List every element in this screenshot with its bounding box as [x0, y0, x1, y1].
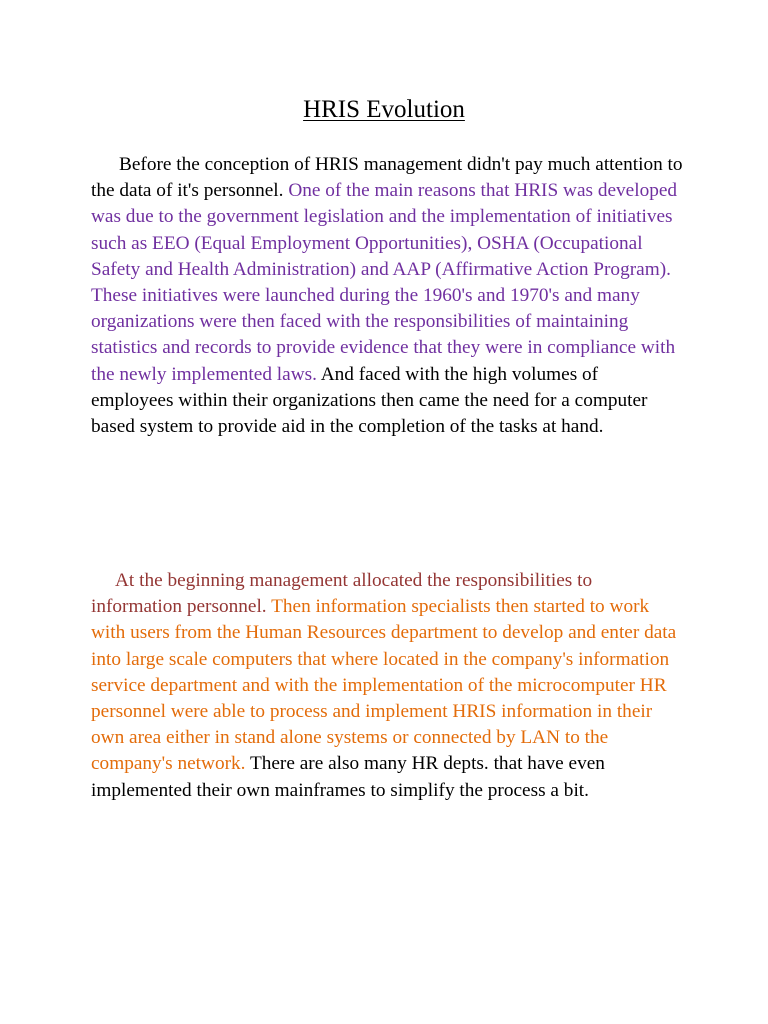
paragraph-1-purple-text: One of the main reasons that HRIS was developed was due to the government legislation and the implementation of initiatives such as EEO (Equal Employment Opportunities), OSHA (Occupational Safety and Health Administration) and AAP (Affirmative Action Program). These initiatives were launched during the 1960's and 1970's and many organizations were then faced with the responsibilities of maintaining statistics and records to provide evidence that they were in compliance with the newly implemented laws. — [91, 180, 678, 385]
document-title: HRIS Evolution — [303, 96, 465, 123]
paragraph-2 — [91, 568, 685, 804]
paragraph-1-black-text: Before the conception of HRIS management didn't pay much attention to the data of it's personnel. — [91, 154, 683, 202]
paragraph-2-dark-red-text: At the beginning management allocated the responsibilities to information personnel. — [91, 570, 593, 618]
paragraph-1-closing-text: And faced with the high volumes of employees within their organizations then came the need for a computer based system to provide aid in the completion of the tasks at hand. — [91, 363, 648, 438]
paragraph-2-closing-text: There are also many HR depts. that have even implemented their own mainframes to simplify the process a bit. — [91, 753, 605, 801]
paragraph-1 — [91, 152, 685, 440]
paragraph-2-orange-text: Then information specialists then started to work with users from the Human Resources department to develop and enter data into large scale computers that where located in the company's information service department and with the implementation of the microcomputer HR personnel were able to process and implement HRIS information in their own area either in stand alone systems or connected by LAN to the company's network. — [91, 596, 677, 775]
